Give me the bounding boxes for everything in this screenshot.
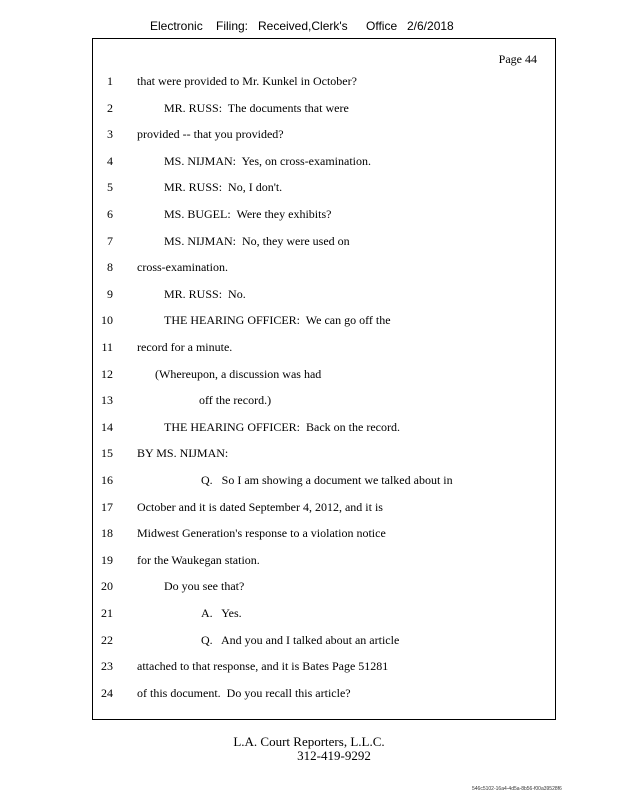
line-number: 7 — [107, 233, 113, 248]
transcript-line-text: cross-examination. — [137, 260, 228, 275]
transcript-line-text: attached to that response, and it is Bates Page 51281 — [137, 659, 389, 674]
transcript-line-text: MS. NIJMAN: No, they were used on — [164, 233, 350, 248]
line-number: 21 — [101, 606, 113, 620]
line-number: 14 — [101, 419, 113, 434]
transcript-line-text: THE HEARING OFFICER: We can go off the — [164, 313, 391, 328]
transcript-line-text: MR. RUSS: No, I don't. — [164, 180, 283, 195]
line-number: 15 — [101, 446, 113, 461]
line-number: 9 — [107, 286, 113, 301]
transcript-page-frame — [92, 38, 556, 720]
line-number: 10 — [101, 313, 113, 328]
transcript-line-text: Q. And you and I talked about an article — [201, 632, 400, 647]
transcript-line-text: that were provided to Mr. Kunkel in October? — [137, 74, 357, 88]
transcript-line-text: Midwest Generation's response to a violation notice — [137, 526, 386, 541]
header-word-received: Received,Clerk's — [258, 19, 348, 33]
filing-stamp-header — [0, 19, 618, 37]
transcript-line-text: BY MS. NIJMAN: — [137, 446, 229, 461]
transcript-line-text: MR. RUSS: No. — [164, 286, 246, 301]
transcript-line-text: off the record.) — [199, 393, 272, 408]
document-id: 546c5102-16a4-4d5a-8b56-f00a39528f6 — [472, 786, 562, 792]
footer-company: L.A. Court Reporters, L.L.C. — [233, 734, 385, 749]
line-number: 6 — [107, 207, 113, 221]
header-word-electronic: Electronic — [150, 19, 203, 33]
line-number: 19 — [101, 552, 113, 567]
transcript-line-text: MR. RUSS: The documents that were — [164, 100, 349, 115]
line-number: 12 — [101, 366, 113, 381]
transcript-line-text: (Whereupon, a discussion was had — [155, 366, 322, 381]
line-number: 18 — [101, 526, 113, 541]
header-word-office: Office — [366, 19, 398, 33]
page-number: Page 44 — [498, 52, 537, 66]
line-number: 1 — [107, 74, 113, 88]
line-number: 16 — [101, 473, 113, 487]
transcript-line-text: of this document. Do you recall this article? — [137, 685, 351, 700]
transcript-line-text: A. Yes. — [201, 606, 242, 620]
line-number: 23 — [101, 659, 113, 674]
line-number: 13 — [101, 393, 113, 408]
footer-phone: 312-419-9292 — [297, 748, 371, 763]
line-number: 20 — [101, 579, 113, 594]
line-number: 22 — [101, 632, 113, 647]
transcript-line-text: Q. So I am showing a document we talked about in — [201, 473, 453, 487]
line-number: 17 — [101, 499, 113, 514]
line-number: 4 — [107, 153, 113, 168]
header-word-date: 2/6/2018 — [407, 19, 454, 33]
transcript-line-text: provided -- that you provided? — [137, 127, 284, 142]
transcript-line-text: Do you see that? — [164, 579, 245, 594]
line-number: 3 — [107, 127, 113, 142]
line-number: 8 — [107, 260, 113, 275]
transcript-line-text: THE HEARING OFFICER: Back on the record. — [164, 419, 400, 434]
header-word-filing: Filing: — [216, 19, 249, 33]
transcript-line-text: record for a minute. — [137, 340, 233, 354]
line-number: 2 — [107, 100, 113, 115]
transcript-line-text: October and it is dated September 4, 2012, and it is — [137, 499, 383, 514]
transcript-line-text: for the Waukegan station. — [137, 552, 260, 567]
line-number: 5 — [107, 180, 113, 195]
line-number: 11 — [101, 340, 113, 354]
line-number: 24 — [101, 685, 113, 700]
transcript-line-text: MS. BUGEL: Were they exhibits? — [164, 207, 332, 221]
transcript-line-text: MS. NIJMAN: Yes, on cross-examination. — [164, 153, 371, 168]
